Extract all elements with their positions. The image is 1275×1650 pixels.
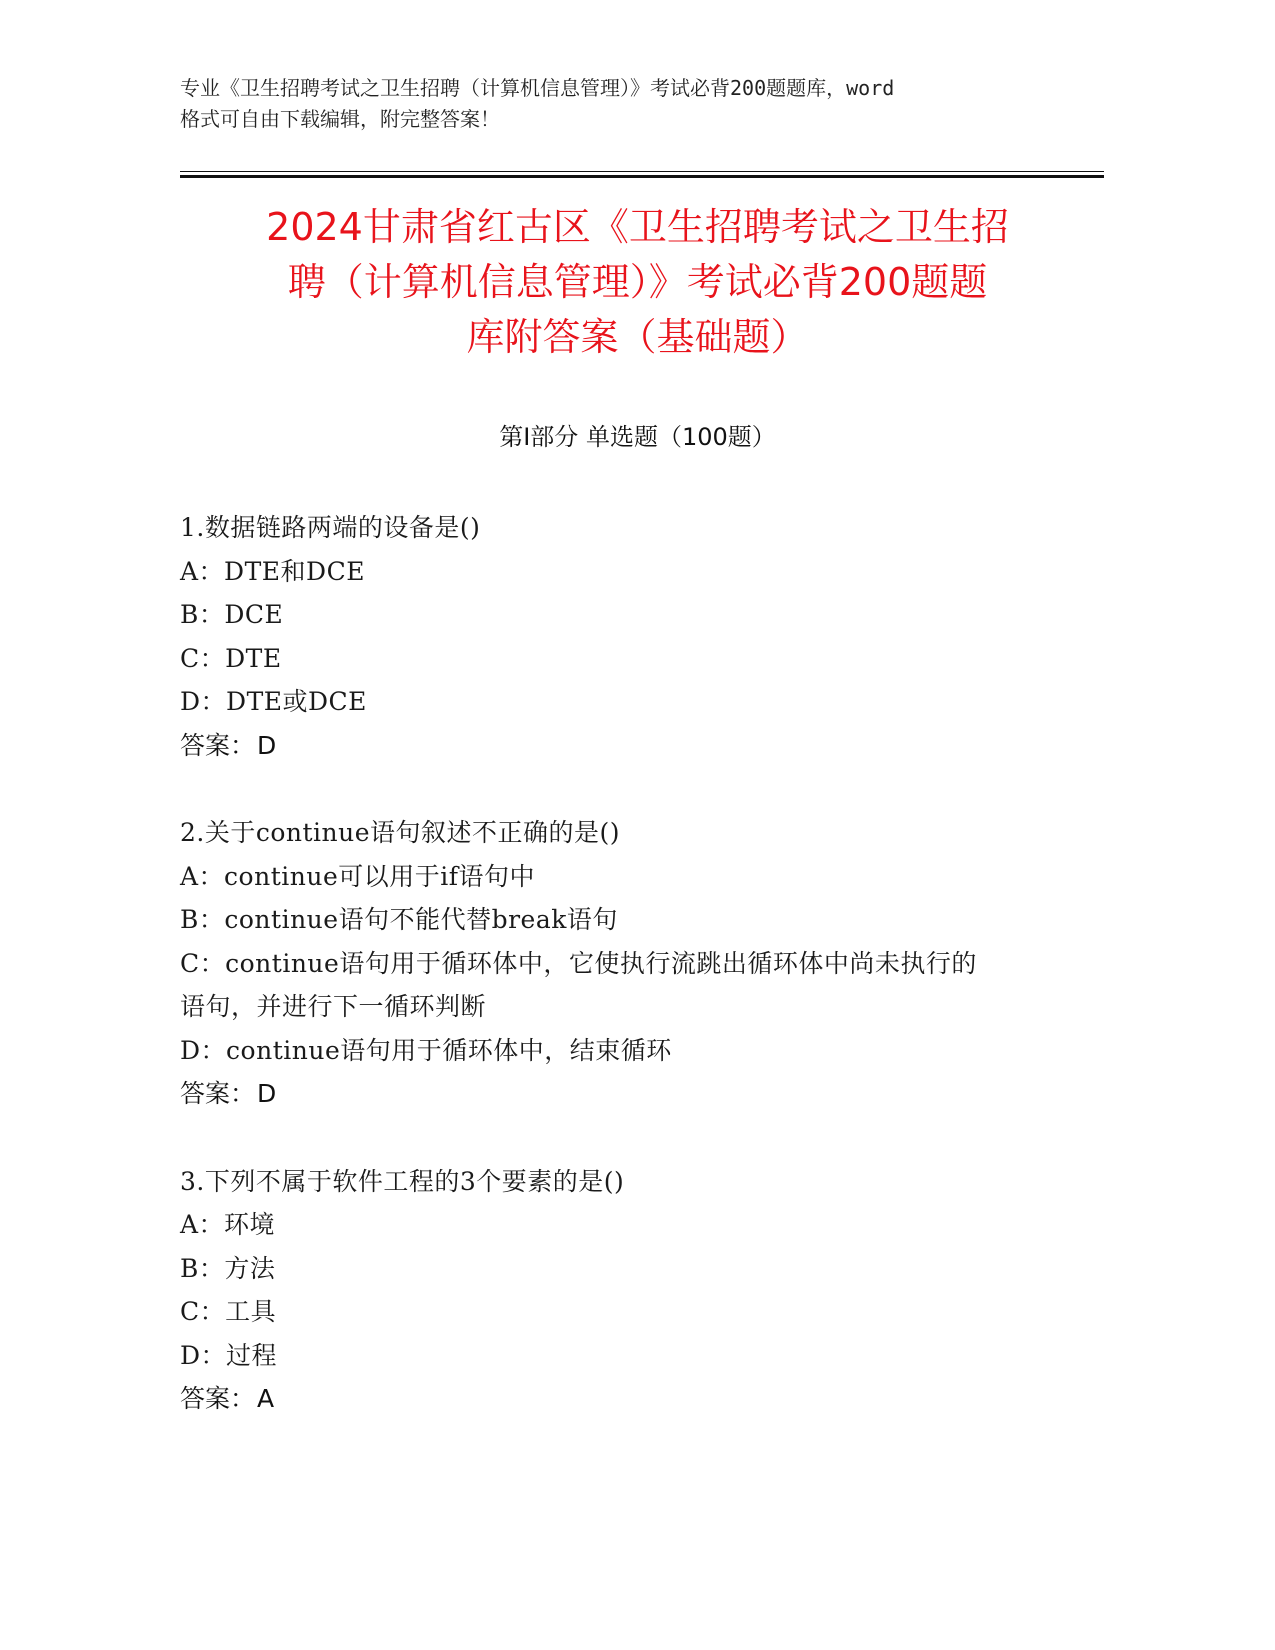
answer-value: D	[257, 1079, 277, 1108]
option-c: C：工具	[180, 1297, 277, 1326]
option-c: C：continue语句用于循环体中，它使执行流跳出循环体中尚未执行的	[180, 948, 977, 978]
question-stem: 1.数据链路两端的设备是()	[180, 513, 481, 542]
answer-label: 答案：	[180, 1384, 256, 1413]
document-title-line-3: 库附答案（基础题）	[466, 315, 809, 359]
header-note-line-1: 专业《卫生招聘考试之卫生招聘（计算机信息管理）》考试必背200题题库，word	[180, 76, 895, 100]
answer-value: A	[257, 1384, 275, 1413]
question-stem: 3.下列不属于软件工程的3个要素的是()	[180, 1166, 625, 1196]
option-b: B：DCE	[180, 600, 284, 629]
option-a: A：DTE和DCE	[180, 556, 365, 586]
question-stem: 2.关于continue语句叙述不正确的是()	[180, 818, 621, 847]
header-note-line-2: 格式可自由下载编辑，附完整答案！	[180, 107, 500, 131]
document-title-line-1: 2024甘肃省红古区《卫生招聘考试之卫生招	[266, 205, 1009, 249]
question-list	[180, 506, 1060, 1465]
header-divider-thin	[180, 171, 1104, 172]
section-heading: 第Ⅰ部分 单选题（100题）	[499, 423, 776, 451]
document-title-line-2: 聘（计算机信息管理）》考试必背200题题	[287, 260, 988, 304]
answer-line	[180, 724, 1060, 768]
answer-value: D	[257, 730, 277, 760]
option-d: D：过程	[180, 1340, 278, 1370]
option-d: D：DTE或DCE	[180, 687, 367, 716]
option-b: B：方法	[180, 1253, 276, 1283]
question-item-1	[180, 506, 1060, 767]
option-d: D：continue语句用于循环体中，结束循环	[180, 1035, 672, 1065]
answer-label: 答案：	[180, 730, 256, 760]
option-a: A：continue可以用于if语句中	[180, 861, 535, 891]
answer-label: 答案：	[180, 1079, 256, 1108]
option-c-continued: 语句，并进行下一循环判断	[180, 992, 487, 1021]
answer-line	[180, 1377, 1060, 1421]
header-note	[180, 73, 1080, 135]
option-a: A：环境	[180, 1210, 276, 1239]
option-b: B：continue语句不能代替break语句	[180, 905, 618, 934]
answer-line	[180, 1072, 1060, 1116]
header-divider-thick	[180, 175, 1104, 178]
question-item-2	[180, 811, 1060, 1116]
document-title	[150, 200, 1125, 365]
question-item-3	[180, 1160, 1060, 1421]
option-c: C：DTE	[180, 643, 282, 673]
